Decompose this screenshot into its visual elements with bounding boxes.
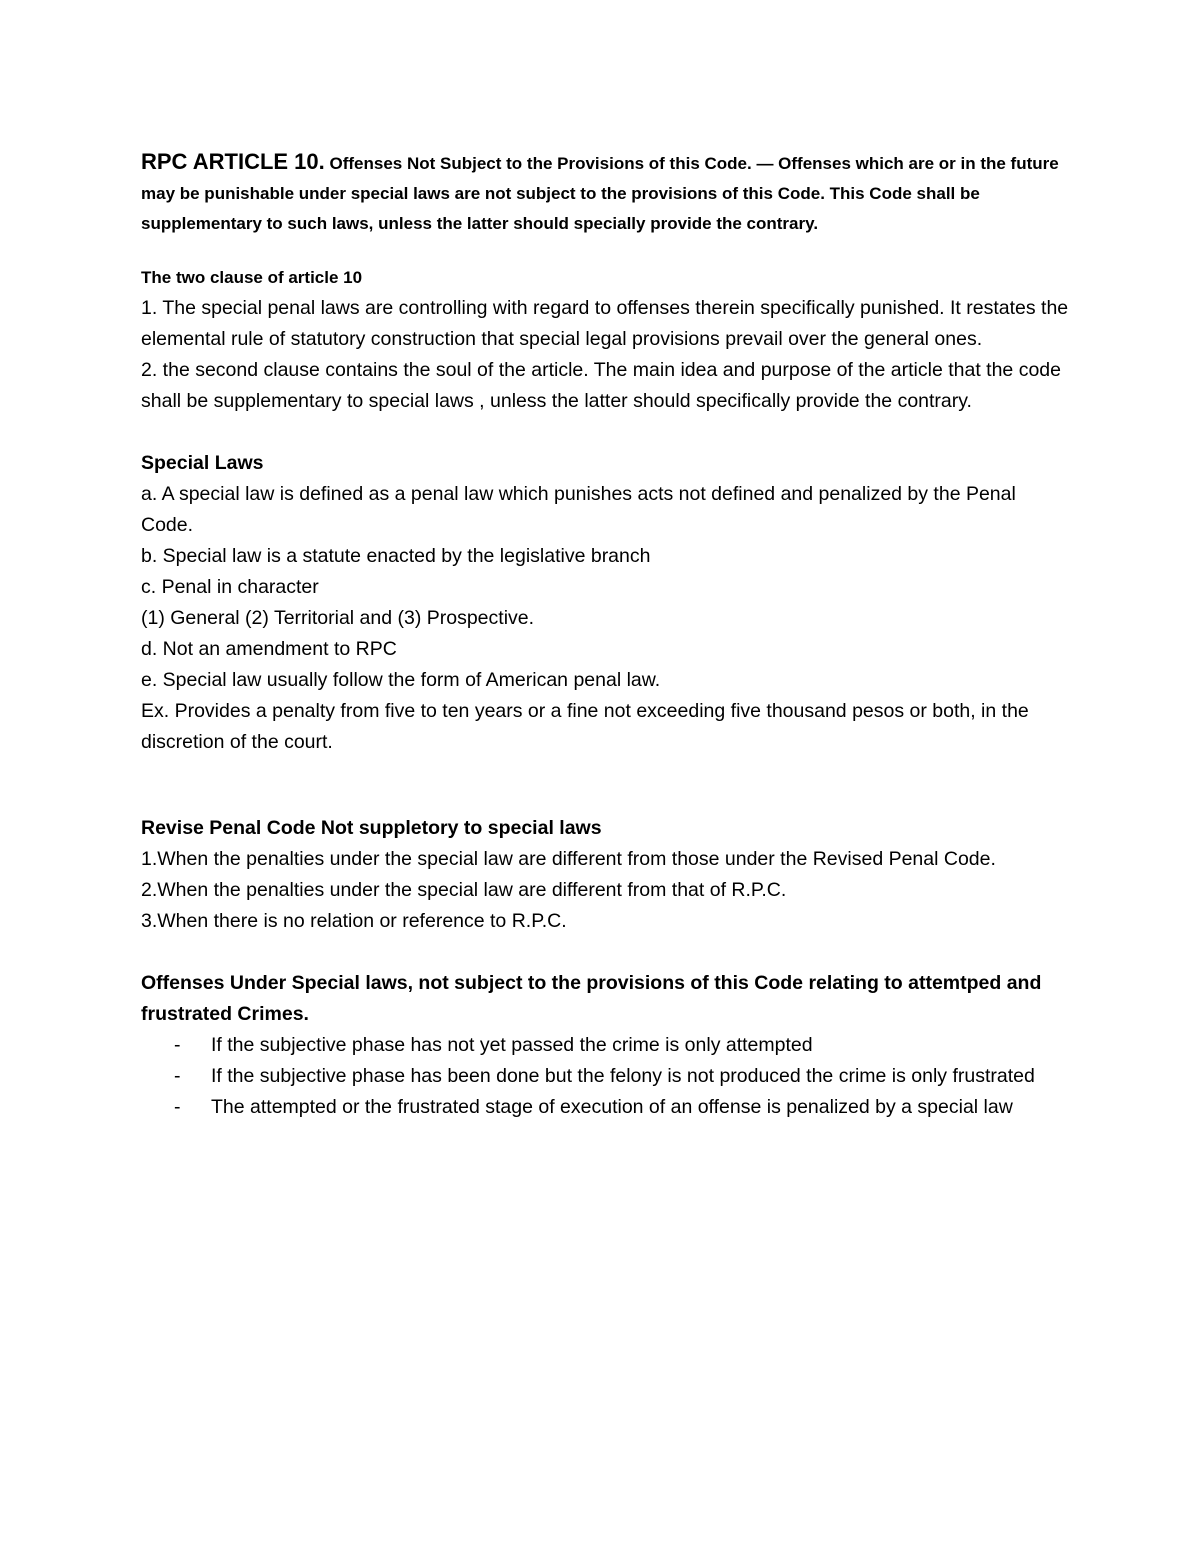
list-item-text: If the subjective phase has been done but the felony is not produced the crime is only frustrated	[211, 1065, 1035, 1087]
article-intro	[141, 147, 1071, 239]
special-laws-heading: Special Laws	[141, 452, 264, 474]
special-law-item: e. Special law usually follow the form of American penal law.	[141, 669, 661, 691]
special-law-item: b. Special law is a statute enacted by the legislative branch	[141, 545, 651, 567]
article-text: Offenses Not Subject to the Provisions of this Code. — Offenses which are or in the future may be punishable under special laws are not subject to the provisions of this Code. This Code shall be supplementary to such laws, unless the latter should specially provide the contrary.	[141, 154, 1059, 233]
list-item	[141, 1061, 1071, 1092]
offenses-special-heading: Offenses Under Special laws, not subject to the provisions of this Code relating to attemtped and frustrated Crimes.	[141, 972, 1042, 1025]
list-item	[141, 1030, 1071, 1061]
not-suppletory-item: 3.When there is no relation or reference to R.P.C.	[141, 910, 567, 932]
not-suppletory-item: 2.When the penalties under the special law are different from that of R.P.C.	[141, 879, 787, 901]
not-suppletory-heading: Revise Penal Code Not suppletory to special laws	[141, 817, 602, 839]
dash-bullet: -	[174, 1065, 181, 1087]
clause-item: 1. The special penal laws are controlling with regard to offenses therein specifically punished. It restates the elemental rule of statutory construction that special legal provisions prevail over the general ones.	[141, 297, 1069, 350]
article-title: RPC ARTICLE 10.	[141, 149, 325, 174]
dash-bullet: -	[174, 1034, 181, 1056]
clauses-heading: The two clause of article 10	[141, 268, 363, 287]
special-law-item: a. A special law is defined as a penal law which punishes acts not defined and penalized by the Penal Code.	[141, 483, 1016, 536]
clause-item: 2. the second clause contains the soul of the article. The main idea and purpose of the article that the code shall be supplementary to special laws , unless the latter should specifically provide the contrary.	[141, 359, 1061, 412]
special-law-example: Ex. Provides a penalty from five to ten years or a fine not exceeding five thousand pesos or both, in the discretion of the court.	[141, 700, 1029, 753]
list-item-text: The attempted or the frustrated stage of execution of an offense is penalized by a special law	[211, 1096, 1013, 1118]
special-law-item: (1) General (2) Territorial and (3) Prospective.	[141, 607, 535, 629]
document-page	[141, 147, 1071, 1123]
list-item	[141, 1092, 1071, 1123]
dash-bullet: -	[174, 1096, 181, 1118]
offenses-special-list	[141, 1030, 1071, 1123]
special-law-item: c. Penal in character	[141, 576, 319, 598]
not-suppletory-item: 1.When the penalties under the special law are different from those under the Revised Penal Code.	[141, 848, 996, 870]
list-item-text: If the subjective phase has not yet passed the crime is only attempted	[211, 1034, 813, 1056]
special-law-item: d. Not an amendment to RPC	[141, 638, 397, 660]
